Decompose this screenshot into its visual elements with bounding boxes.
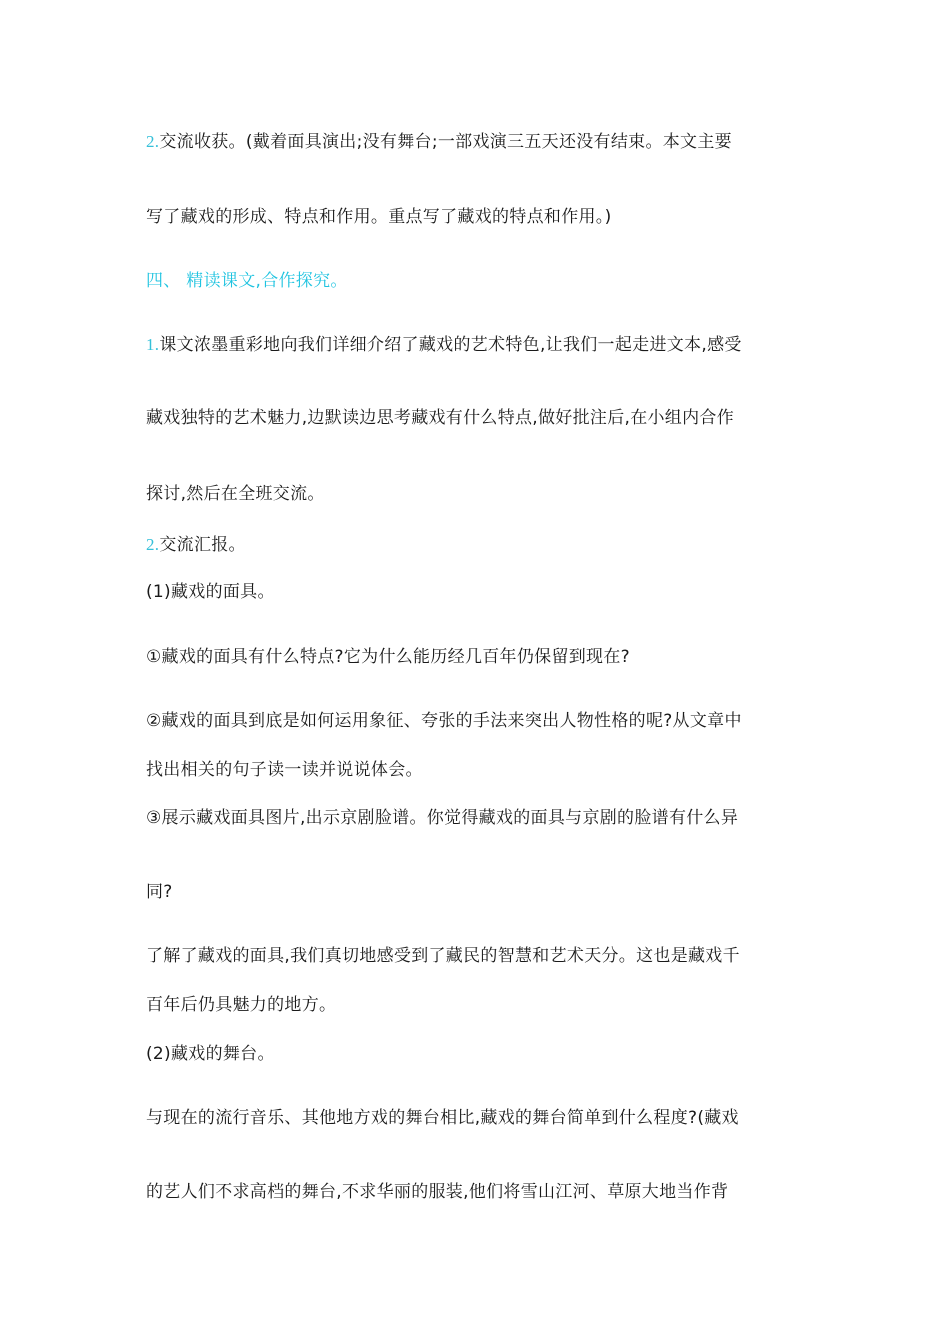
- question-3-line-1: ③展示藏戏面具图片,出示京剧脸谱。你觉得藏戏的面具与京剧的脸谱有什么异: [146, 808, 739, 828]
- subheading-mask: (1)藏戏的面具。: [146, 582, 275, 602]
- paragraph-report-heading: [146, 533, 246, 557]
- stage-paragraph-line-1: 与现在的流行音乐、其他地方戏的舞台相比,藏戏的舞台简单到什么程度?(藏戏: [146, 1108, 739, 1128]
- mask-summary-line-2: 百年后仍具魅力的地方。: [146, 995, 337, 1015]
- paragraph-text: 交流汇报。: [159, 535, 246, 555]
- question-1: ①藏戏的面具有什么特点?它为什么能历经几百年仍保留到现在?: [146, 647, 630, 667]
- question-2-line-2: 找出相关的句子读一读并说说体会。: [146, 760, 423, 780]
- paragraph-exchange-harvest-line-1: [146, 130, 732, 154]
- paragraph-exchange-harvest-line-2: 写了藏戏的形成、特点和作用。重点写了藏戏的特点和作用。): [146, 207, 612, 227]
- question-2-line-1: ②藏戏的面具到底是如何运用象征、夸张的手法来突出人物性格的呢?从文章中: [146, 711, 742, 731]
- question-3-line-2: 同?: [146, 882, 173, 902]
- stage-paragraph-line-2: 的艺人们不求高档的舞台,不求华丽的服装,他们将雪山江河、草原大地当作背: [146, 1182, 729, 1202]
- paragraph-text: 交流收获。(戴着面具演出;没有舞台;一部戏演三五天还没有结束。本文主要: [159, 132, 732, 152]
- mask-summary-line-1: 了解了藏戏的面具,我们真切地感受到了藏民的智慧和艺术天分。这也是藏戏千: [146, 946, 740, 966]
- paragraph-intro-line-3: 探讨,然后在全班交流。: [146, 484, 325, 504]
- list-number: 2.: [146, 132, 160, 151]
- paragraph-text: 课文浓墨重彩地向我们详细介绍了藏戏的艺术特色,让我们一起走进文本,感受: [159, 335, 742, 355]
- section-heading-close-reading: 四、 精读课文,合作探究。: [146, 271, 348, 291]
- paragraph-intro-line-1: [146, 333, 742, 357]
- list-number: 2.: [146, 535, 160, 554]
- paragraph-intro-line-2: 藏戏独特的艺术魅力,边默读边思考藏戏有什么特点,做好批注后,在小组内合作: [146, 408, 735, 428]
- subheading-stage: (2)藏戏的舞台。: [146, 1044, 275, 1064]
- list-number: 1.: [146, 335, 160, 354]
